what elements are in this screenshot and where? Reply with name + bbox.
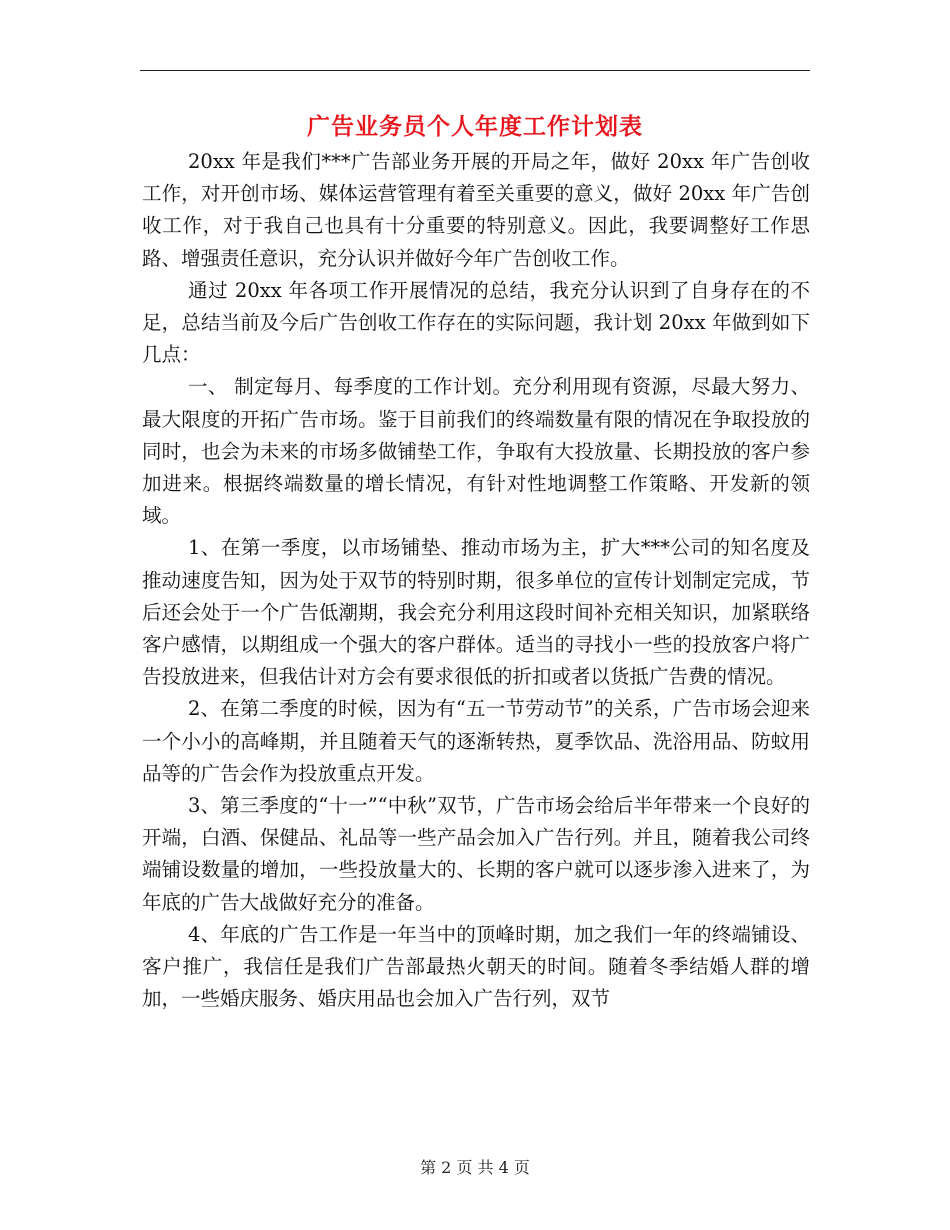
paragraph-q4: 4、年底的广告工作是一年当中的顶峰时期，加之我们一年的终端铺设、客户推广，我信任是我们广告部最热火朝天的时间。随着冬季结婚人群的增加，一些婚庆服务、婚庆用品也会加入广告行列，双节 [142, 922, 810, 1011]
paragraph-q1: 1、在第一季度，以市场铺垫、推动市场为主，扩大***公司的知名度及推动速度告知，因为处于双节的特别时期，很多单位的宣传计划制定完成，节后还会处于一个广告低潮期，我会充分利用这段时间补充相关知识，加紧联络客户感情，以期组成一个强大的客户群体。适当的寻找小一些的投放客户将广告投放进来，但我估计对方会有要求很低的折扣或者以货抵广告费的情况。 [142, 536, 810, 689]
page-number: 第 2 页 共 4 页 [420, 1158, 530, 1177]
document-body [142, 146, 810, 1015]
paragraph-q3: 3、第三季度的“十一”“中秋”双节，广告市场会给后半年带来一个良好的开端，白酒、保健品、礼品等一些产品会加入广告行列。并且，随着我公司终端铺设数量的增加，一些投放量大的、长期的客户就可以逐步渗入进来了，为年底的广告大战做好充分的准备。 [142, 794, 810, 914]
paragraph-point-one: 一、 制定每月、每季度的工作计划。充分利用现有资源，尽最大努力、最大限度的开拓广告市场。鉴于目前我们的终端数量有限的情况在争取投放的同时，也会为未来的市场多做铺垫工作，争取有大投放量、长期投放的客户参加进来。根据终端数量的增长情况，有针对性地调整工作策略、开发新的领域。 [142, 375, 810, 528]
document-title: 广告业务员个人年度工作计划表 [307, 113, 643, 140]
paragraph-q2: 2、在第二季度的时候，因为有“五一节劳动节”的关系，广告市场会迎来一个小小的高峰期，并且随着天气的逐渐转热，夏季饮品、洗浴用品、防蚊用品等的广告会作为投放重点开发。 [142, 697, 810, 785]
paragraph-intro: 20xx 年是我们***广告部业务开展的开局之年，做好 20xx 年广告创收工作，对开创市场、媒体运营管理有着至关重要的意义，做好 20xx 年广告创收工作，对于我自己也具有十分重要的特别意义。因此，我要调整好工作思路、增强责任意识，充分认识并做好今年广告创收工作。 [142, 150, 810, 270]
paragraph-review: 通过 20xx 年各项工作开展情况的总结，我充分认识到了自身存在的不足，总结当前及今后广告创收工作存在的实际问题，我计划 20xx 年做到如下几点： [142, 278, 810, 367]
header-rule [140, 70, 810, 71]
